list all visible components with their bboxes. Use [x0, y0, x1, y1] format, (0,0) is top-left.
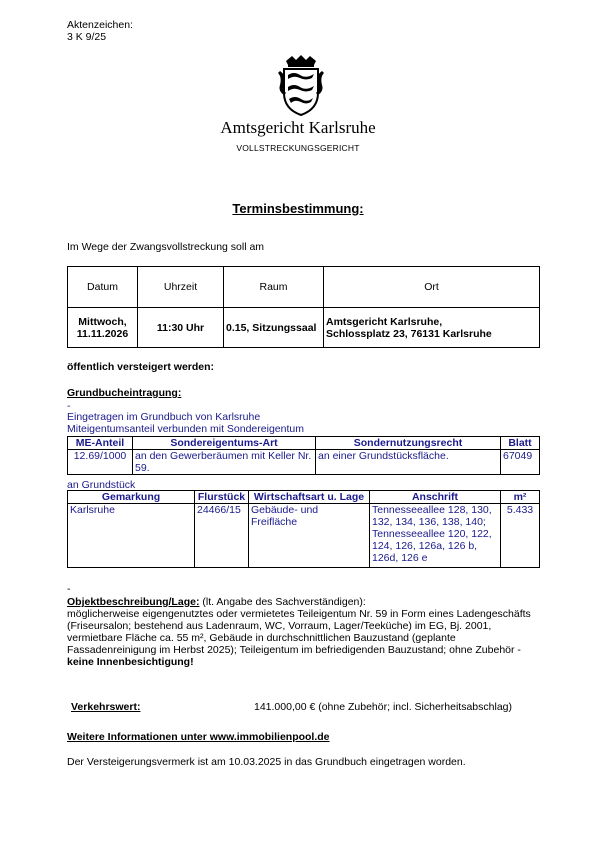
reference-label: Aktenzeichen: — [67, 19, 133, 31]
valuation-value: 141.000,00 € (ohne Zubehör; incl. Sicherheitsabschlag) — [254, 701, 512, 713]
parcel-header-row — [68, 491, 540, 504]
document-title: Terminsbestimmung: — [232, 201, 364, 216]
header-district: Gemarkung — [68, 491, 195, 504]
grundbuch-line3: an Grundstück — [67, 479, 136, 491]
grundbuch-heading: Grundbucheintragung: — [67, 387, 182, 399]
no-inspection-text: keine Innenbesichtigung! — [67, 656, 194, 669]
header-date: Datum — [68, 267, 138, 308]
parcel-table — [67, 490, 540, 568]
intro-text: Im Wege der Zwangsvollstreckung soll am — [67, 241, 265, 253]
header-parcel: Flurstück — [195, 491, 249, 504]
header-share: ME-Anteil — [68, 437, 133, 450]
object-description — [67, 596, 535, 669]
header-address: Anschrift — [370, 491, 501, 504]
ownership-header-row — [68, 437, 540, 450]
ownership-table — [67, 436, 540, 475]
header-land-use: Wirtschaftsart u. Lage — [249, 491, 370, 504]
auction-statement: öffentlich versteigert werden: — [67, 361, 215, 373]
schedule-value-row — [68, 308, 540, 348]
grundbuch-line1: Eingetragen im Grundbuch von Karlsruhe — [67, 411, 261, 423]
valuation-label: Verkehrswert: — [71, 701, 141, 713]
place-cell — [324, 308, 540, 348]
reference-value: 3 K 9/25 — [67, 31, 107, 43]
reference-block — [67, 19, 133, 43]
header-place: Ort — [324, 267, 540, 308]
parcel-cell: 24466/15 — [195, 504, 249, 568]
area-cell: 5.433 — [501, 504, 540, 568]
district-cell: Karlsruhe — [68, 504, 195, 568]
date-value: 11.11.2026 — [76, 327, 129, 340]
header-time: Uhrzeit — [138, 267, 224, 308]
place-line1: Amtsgericht Karlsruhe, — [326, 315, 443, 328]
land-use-cell: Gebäude- und Freifläche — [249, 504, 370, 568]
grundbuch-line2: Miteigentumsanteil verbunden mit Sondereigentum — [67, 423, 304, 435]
place-line2: Schlossplatz 23, 76131 Karlsruhe — [326, 327, 492, 340]
header-sheet: Blatt — [501, 437, 540, 450]
usage-right-cell: an einer Grundstücksfläche. — [316, 450, 501, 475]
court-name: Amtsgericht Karlsruhe — [220, 118, 376, 137]
schedule-header-row — [68, 267, 540, 308]
header-room: Raum — [224, 267, 324, 308]
header-usage-right: Sondernutzungsrecht — [316, 437, 501, 450]
object-text: möglicherweise eigengenutztes oder vermietetes Teileigentum Nr. 59 in Form eines Ladengeschäfts (Friseursalon; bestehend aus Ladenraum, WC, Vorraum, Lager/Teeküche) im EG, Bj. 2001, vermietbare Fläche ca. 55 m², Gebäude in durchschnittlichen Bauzustand (geplante Fassadenreinigung im Herbst 2025); Teileigentum im befriedigenden Bauzustand; ohne Zubehör - — [67, 608, 531, 657]
ownership-row — [68, 450, 540, 475]
share-cell: 12.69/1000 — [68, 450, 133, 475]
sheet-cell: 67049 — [501, 450, 540, 475]
grundbuch-dash: - — [67, 400, 71, 412]
ownership-type-cell: an den Gewerberäumen mit Keller Nr. 59. — [133, 450, 316, 475]
address-cell: Tennesseeallee 128, 130, 132, 134, 136, 138, 140; Tennesseeallee 120, 122, 124, 126, 126a, 126 b, 126d, 126 e — [370, 504, 501, 568]
date-weekday: Mittwoch, — [78, 315, 127, 328]
court-department: VOLLSTRECKUNGSGERICHT — [236, 143, 360, 153]
registration-note: Der Versteigerungsvermerk ist am 10.03.2025 in das Grundbuch eingetragen worden. — [67, 756, 466, 768]
object-label: Objektbeschreibung/Lage: — [67, 596, 200, 608]
header-area: m² — [501, 491, 540, 504]
object-label-suffix: (lt. Angabe des Sachverständigen): — [199, 596, 366, 608]
object-dash: - — [67, 583, 71, 595]
coat-of-arms-icon — [278, 53, 324, 117]
parcel-row — [68, 504, 540, 568]
time-cell: 11:30 Uhr — [138, 308, 224, 348]
room-cell: 0.15, Sitzungssaal — [224, 308, 324, 348]
more-info-link[interactable]: Weitere Informationen unter www.immobilienpool.de — [67, 731, 330, 743]
header-ownership-type: Sondereigentums-Art — [133, 437, 316, 450]
date-cell — [68, 308, 138, 348]
schedule-table — [67, 266, 540, 348]
